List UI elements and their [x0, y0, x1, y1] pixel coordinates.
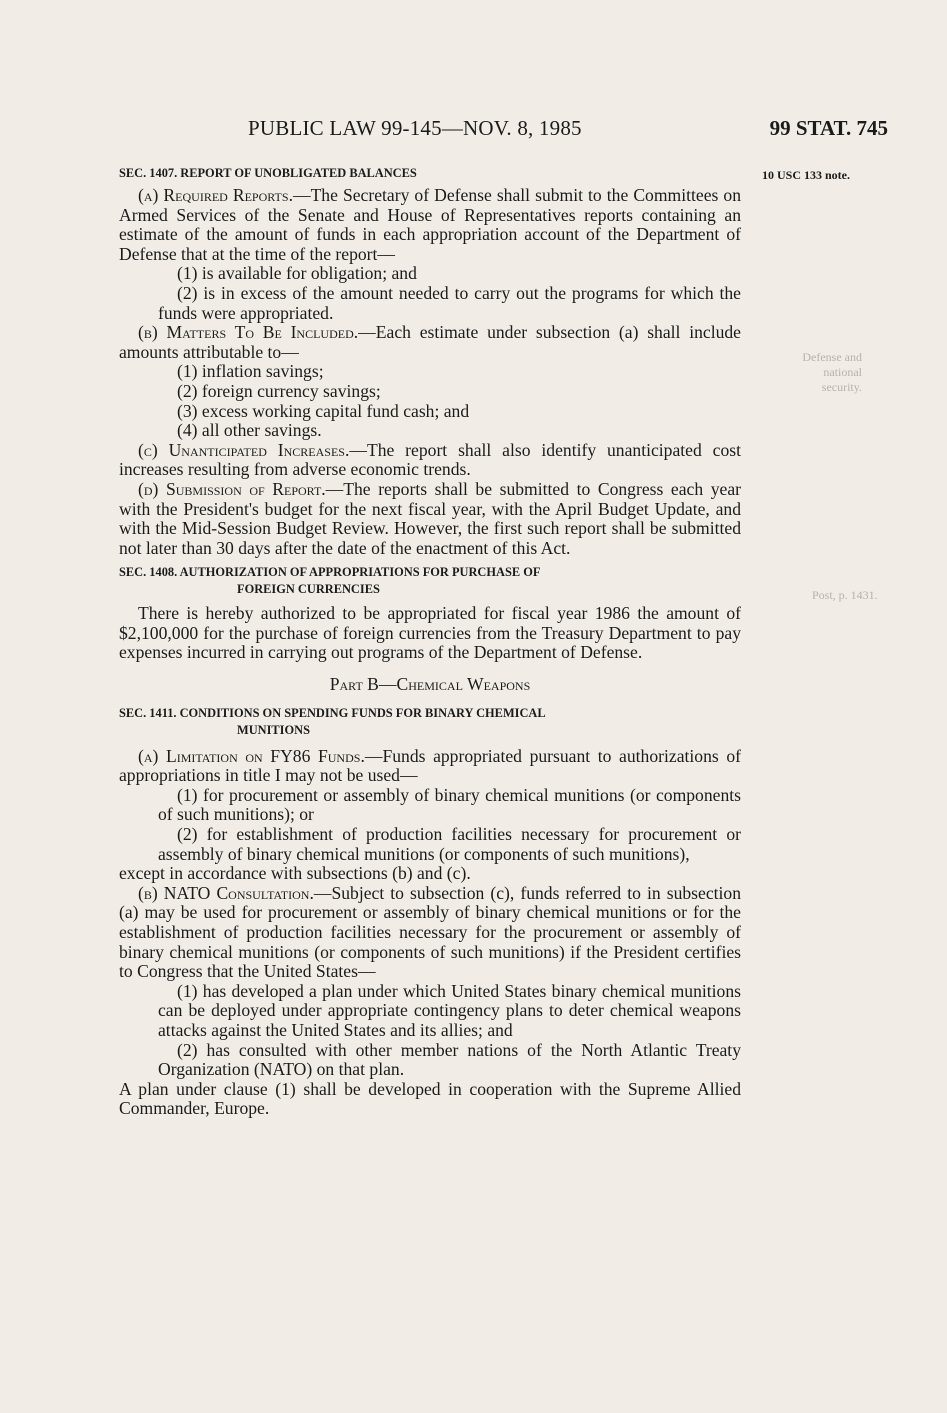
bleed-through-note: Post, p. 1431. — [812, 588, 878, 602]
section-heading-continued: FOREIGN CURRENCIES — [237, 582, 380, 597]
paragraph: (2) has consulted with other member nations of the North Atlantic Treaty Organization (NATO) on that plan. — [158, 1039, 741, 1080]
statute-page-number: 99 STAT. 745 — [769, 116, 888, 140]
paragraph: (4) all other savings. — [177, 420, 322, 441]
subsection: (a) Required Reports.—The Secretary of Defense shall submit to the Committees on Armed Services of the Senate and House of Representatives reports containing an estimate of the amount of funds in each appropriation account of the Department of Defense that at the time of the report— — [119, 185, 741, 264]
flush-text: A plan under clause (1) shall be developed in cooperation with the Supreme Allied Commander, Europe. — [119, 1078, 741, 1119]
section-heading: SEC. 1411. CONDITIONS ON SPENDING FUNDS FOR BINARY CHEMICAL — [119, 705, 546, 720]
paragraph: (1) for procurement or assembly of binary chemical munitions (or components of such munitions); or — [158, 784, 741, 825]
page-header — [120, 116, 888, 146]
paragraph: (1) inflation savings; — [177, 361, 324, 382]
paragraph: (2) foreign currency savings; — [177, 380, 381, 401]
paragraph: (2) for establishment of production facilities necessary for procurement or assembly of binary chemical munitions (or components of such munitions), — [158, 824, 741, 864]
subsection: (b) Matters To Be Included.—Each estimate under subsection (a) shall include amounts attributable to— — [119, 322, 741, 362]
paragraph: (1) has developed a plan under which United States binary chemical munitions can be deployed under appropriate contingency plans to deter chemical weapons attacks against the United States and its allies; and — [158, 980, 741, 1040]
subsection-heading: (a) Limitation on FY86 Funds. — [138, 745, 365, 766]
statute-text — [119, 165, 741, 1119]
section-heading-continued: MUNITIONS — [237, 722, 310, 737]
subsection-heading: (a) Required Reports. — [138, 185, 293, 205]
section-heading: SEC. 1407. REPORT OF UNOBLIGATED BALANCES — [119, 166, 417, 180]
subsection-heading: (d) Submission of Report. — [138, 478, 326, 499]
running-title: PUBLIC LAW 99-145—NOV. 8, 1985 — [248, 116, 582, 140]
subsection-heading: (b) NATO Consultation. — [138, 882, 314, 903]
subsection-heading: (c) Unanticipated Increases. — [138, 439, 350, 460]
bleed-through-note: Defense and national security. — [802, 350, 862, 394]
section-body: There is hereby authorized to be appropriated for fiscal year 1986 the amount of $2,100,000 for the purchase of foreign currencies from the Treasury Department to pay expenses incurred in carrying out programs of the Department of Defense. — [119, 603, 741, 663]
subsection: (a) Limitation on FY86 Funds.—Funds appropriated pursuant to authorizations of appropriations in title I may not be used— — [119, 745, 741, 786]
subsection-heading: (b) Matters To Be Included. — [138, 322, 359, 343]
subsection: (c) Unanticipated Increases.—The report shall also identify unanticipated cost increases resulting from adverse economic trends. — [119, 439, 741, 480]
subsection: (b) NATO Consultation.—Subject to subsection (c), funds referred to in subsection (a) may be used for procurement or assembly of binary chemical munitions or for the establishment of production facilities necessary for the procurement or assembly of binary chemical munitions (or components of such munitions) if the President certifies to Congress that the United States— — [119, 882, 741, 982]
margin-citation: 10 USC 133 note. — [762, 168, 851, 182]
part-heading: Part B—Chemical Weapons — [329, 674, 531, 695]
flush-text: except in accordance with subsections (b) and (c). — [119, 863, 471, 884]
paragraph: (1) is available for obligation; and — [177, 263, 417, 284]
paragraph: (3) excess working capital fund cash; and — [177, 400, 470, 421]
section-heading: SEC. 1408. AUTHORIZATION OF APPROPRIATIONS FOR PURCHASE OF — [119, 565, 541, 580]
subsection: (d) Submission of Report.—The reports shall be submitted to Congress each year with the President's budget for the next fiscal year, with the April Budget Update, and with the Mid-Session Budget Review. However, the first such report shall be submitted not later than 30 days after the date of the enactment of this Act. — [119, 478, 741, 558]
paragraph: (2) is in excess of the amount needed to carry out the programs for which the funds were appropriated. — [158, 282, 741, 323]
